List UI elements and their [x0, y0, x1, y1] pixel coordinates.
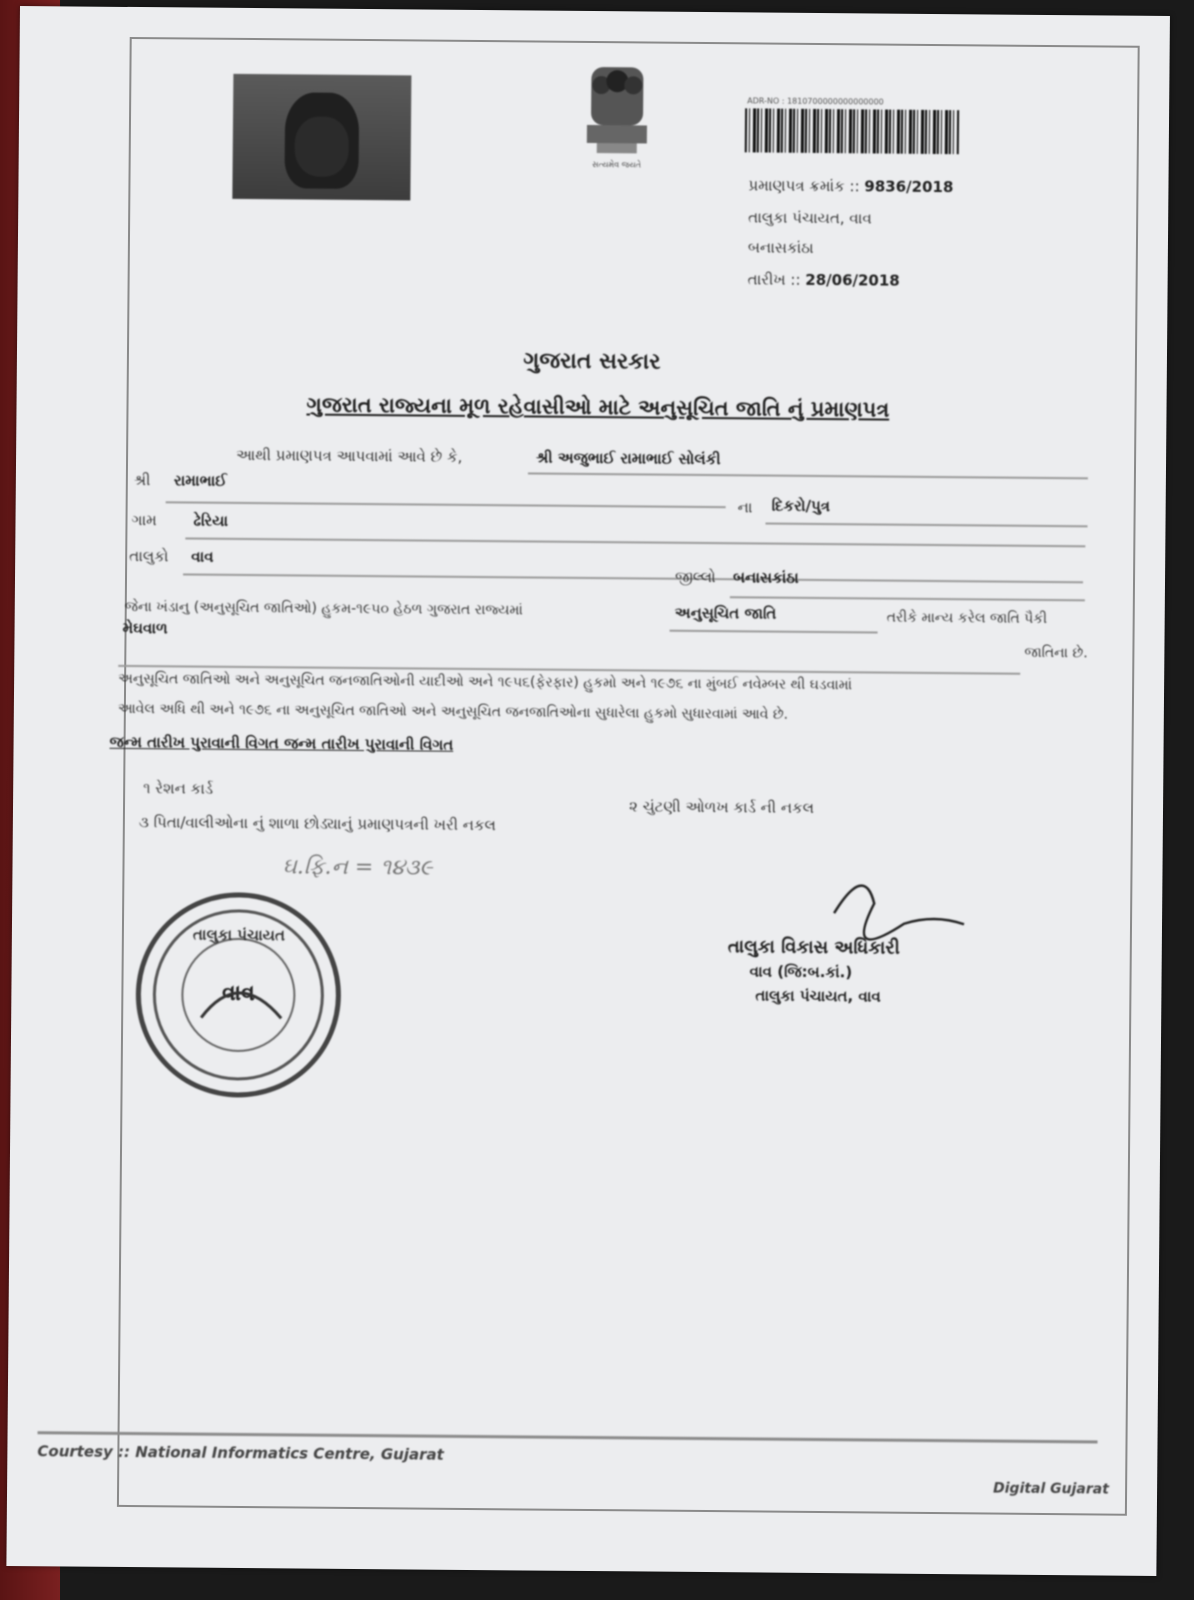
proof-heading: જન્મ તારીખ પુરાવાની વિગત જન્મ તારીખ પુરાવાની વિગત	[109, 732, 454, 754]
village-value: ઢેરિયા	[193, 511, 229, 530]
government-title: ગુજરાત સરકાર	[523, 348, 661, 375]
cert-number-label: પ્રમાણપત્ર ક્રમાંક ::	[748, 176, 860, 196]
cert-number-row	[748, 176, 953, 196]
paragraph-1: અનુસૂચિત જાતિઓ અને અનુસૂચિત જનજાતિઓની યાદીઓ અને ૧૯૫૬(ફેરફાર) હુકમો અને ૧૯૭૬ ના મુંબઈ નવેમ્બર થી ઘડવામાં	[118, 670, 853, 694]
district-value: બનાસકાંઠા	[732, 568, 799, 587]
office-line2: બનાસકાંઠા	[747, 238, 814, 257]
issue-date: 28/06/2018	[805, 270, 900, 290]
emblem-caption: સત્યમેવ જયતે	[592, 159, 642, 170]
office-line1: તાલુકા પંચાયત, વાવ	[748, 208, 872, 228]
seal-top-text: તાલુકા પંચાયત	[192, 925, 286, 945]
cert-number: 9836/2018	[864, 177, 954, 197]
barcode-text: ADR-NO : 1810700000000000000	[747, 96, 884, 107]
certificate-page	[6, 6, 1170, 1576]
officer-title: તાલુકા વિકાસ અધિકારી	[727, 936, 900, 959]
proof-item-1: ૧ રેશન કાર્ડ	[143, 779, 214, 798]
office-seal	[130, 887, 347, 1104]
proof-item-3: ૩ પિતા/વાલીઓના નું શાળા છોડ્યાનું પ્રમાણપત્રની ખરી નકલ	[138, 813, 496, 835]
date-label: તારીખ ::	[747, 270, 801, 289]
barcode	[745, 108, 959, 154]
handwritten-note: ઘ.ફિ.ન = ૧૪૩૯	[282, 854, 433, 881]
caste-suffix: તરીકે માન્ય કરેલ જાતિ પૈકી	[886, 609, 1048, 627]
officer-sub: વાવ (જિ:બ.કાં.)	[749, 962, 853, 982]
taluka-value: વાવ	[191, 547, 214, 566]
proof-item-2: ૨ ચુંટણી ઓળખ કાર્ડ ની નકલ	[628, 797, 815, 817]
caste-category: અનુસૂચિત જાતિ	[674, 603, 777, 623]
caste-end: જાતિના છે.	[1024, 644, 1088, 662]
paragraph-2: આવેલ અધિ થી અને ૧૯૭૬ ના અનુસૂચિત જાતિઓ અને અનુસૂચિત જનજાતિઓના સુધારેલા હુકમો સુધારવામાં આવે છે.	[117, 700, 789, 723]
seal-center-text: વાવ	[221, 980, 255, 1007]
page-border	[117, 37, 1140, 1516]
national-emblem-icon	[577, 63, 658, 174]
caste-order-text: જેના ખંડાનુ (અનુસૂચિત જાતિઓ) હુકમ-૧૯૫૦ હેઠળ ગુજરાત રાજ્યમાં	[124, 598, 523, 619]
relation-label: ના	[737, 498, 753, 517]
digital-gujarat-brand: Digital Gujarat	[993, 1480, 1109, 1498]
date-row	[748, 270, 900, 289]
relation-value: દિકરો/પુત્ર	[771, 496, 831, 516]
caste-name: મેઘવાળ	[122, 618, 168, 638]
district-label: જીલ્લો	[674, 567, 716, 587]
father-name: રામાભાઈ	[173, 471, 227, 490]
village-label: ગામ	[131, 510, 157, 530]
officer-office: તાલુકા પંચાયત, વાવ	[755, 986, 881, 1006]
father-label: શ્રી	[133, 471, 151, 490]
applicant-photo	[232, 74, 411, 201]
holder-name: શ્રી અજુભાઈ રામાભાઈ સોલંકી	[536, 448, 721, 469]
courtesy-text: Courtesy :: National Informatics Centre, Gujarat	[37, 1442, 444, 1464]
taluka-label: તાલુકો	[129, 546, 169, 566]
intro-label: આથી પ્રમાણપત્ર આપવામાં આવે છે કે,	[236, 445, 463, 466]
certificate-title: ગુજરાત રાજ્યના મૂળ રહેવાસીઓ માટે અનુસૂચિત જાતિ નું પ્રમાણપત્ર	[306, 392, 890, 422]
